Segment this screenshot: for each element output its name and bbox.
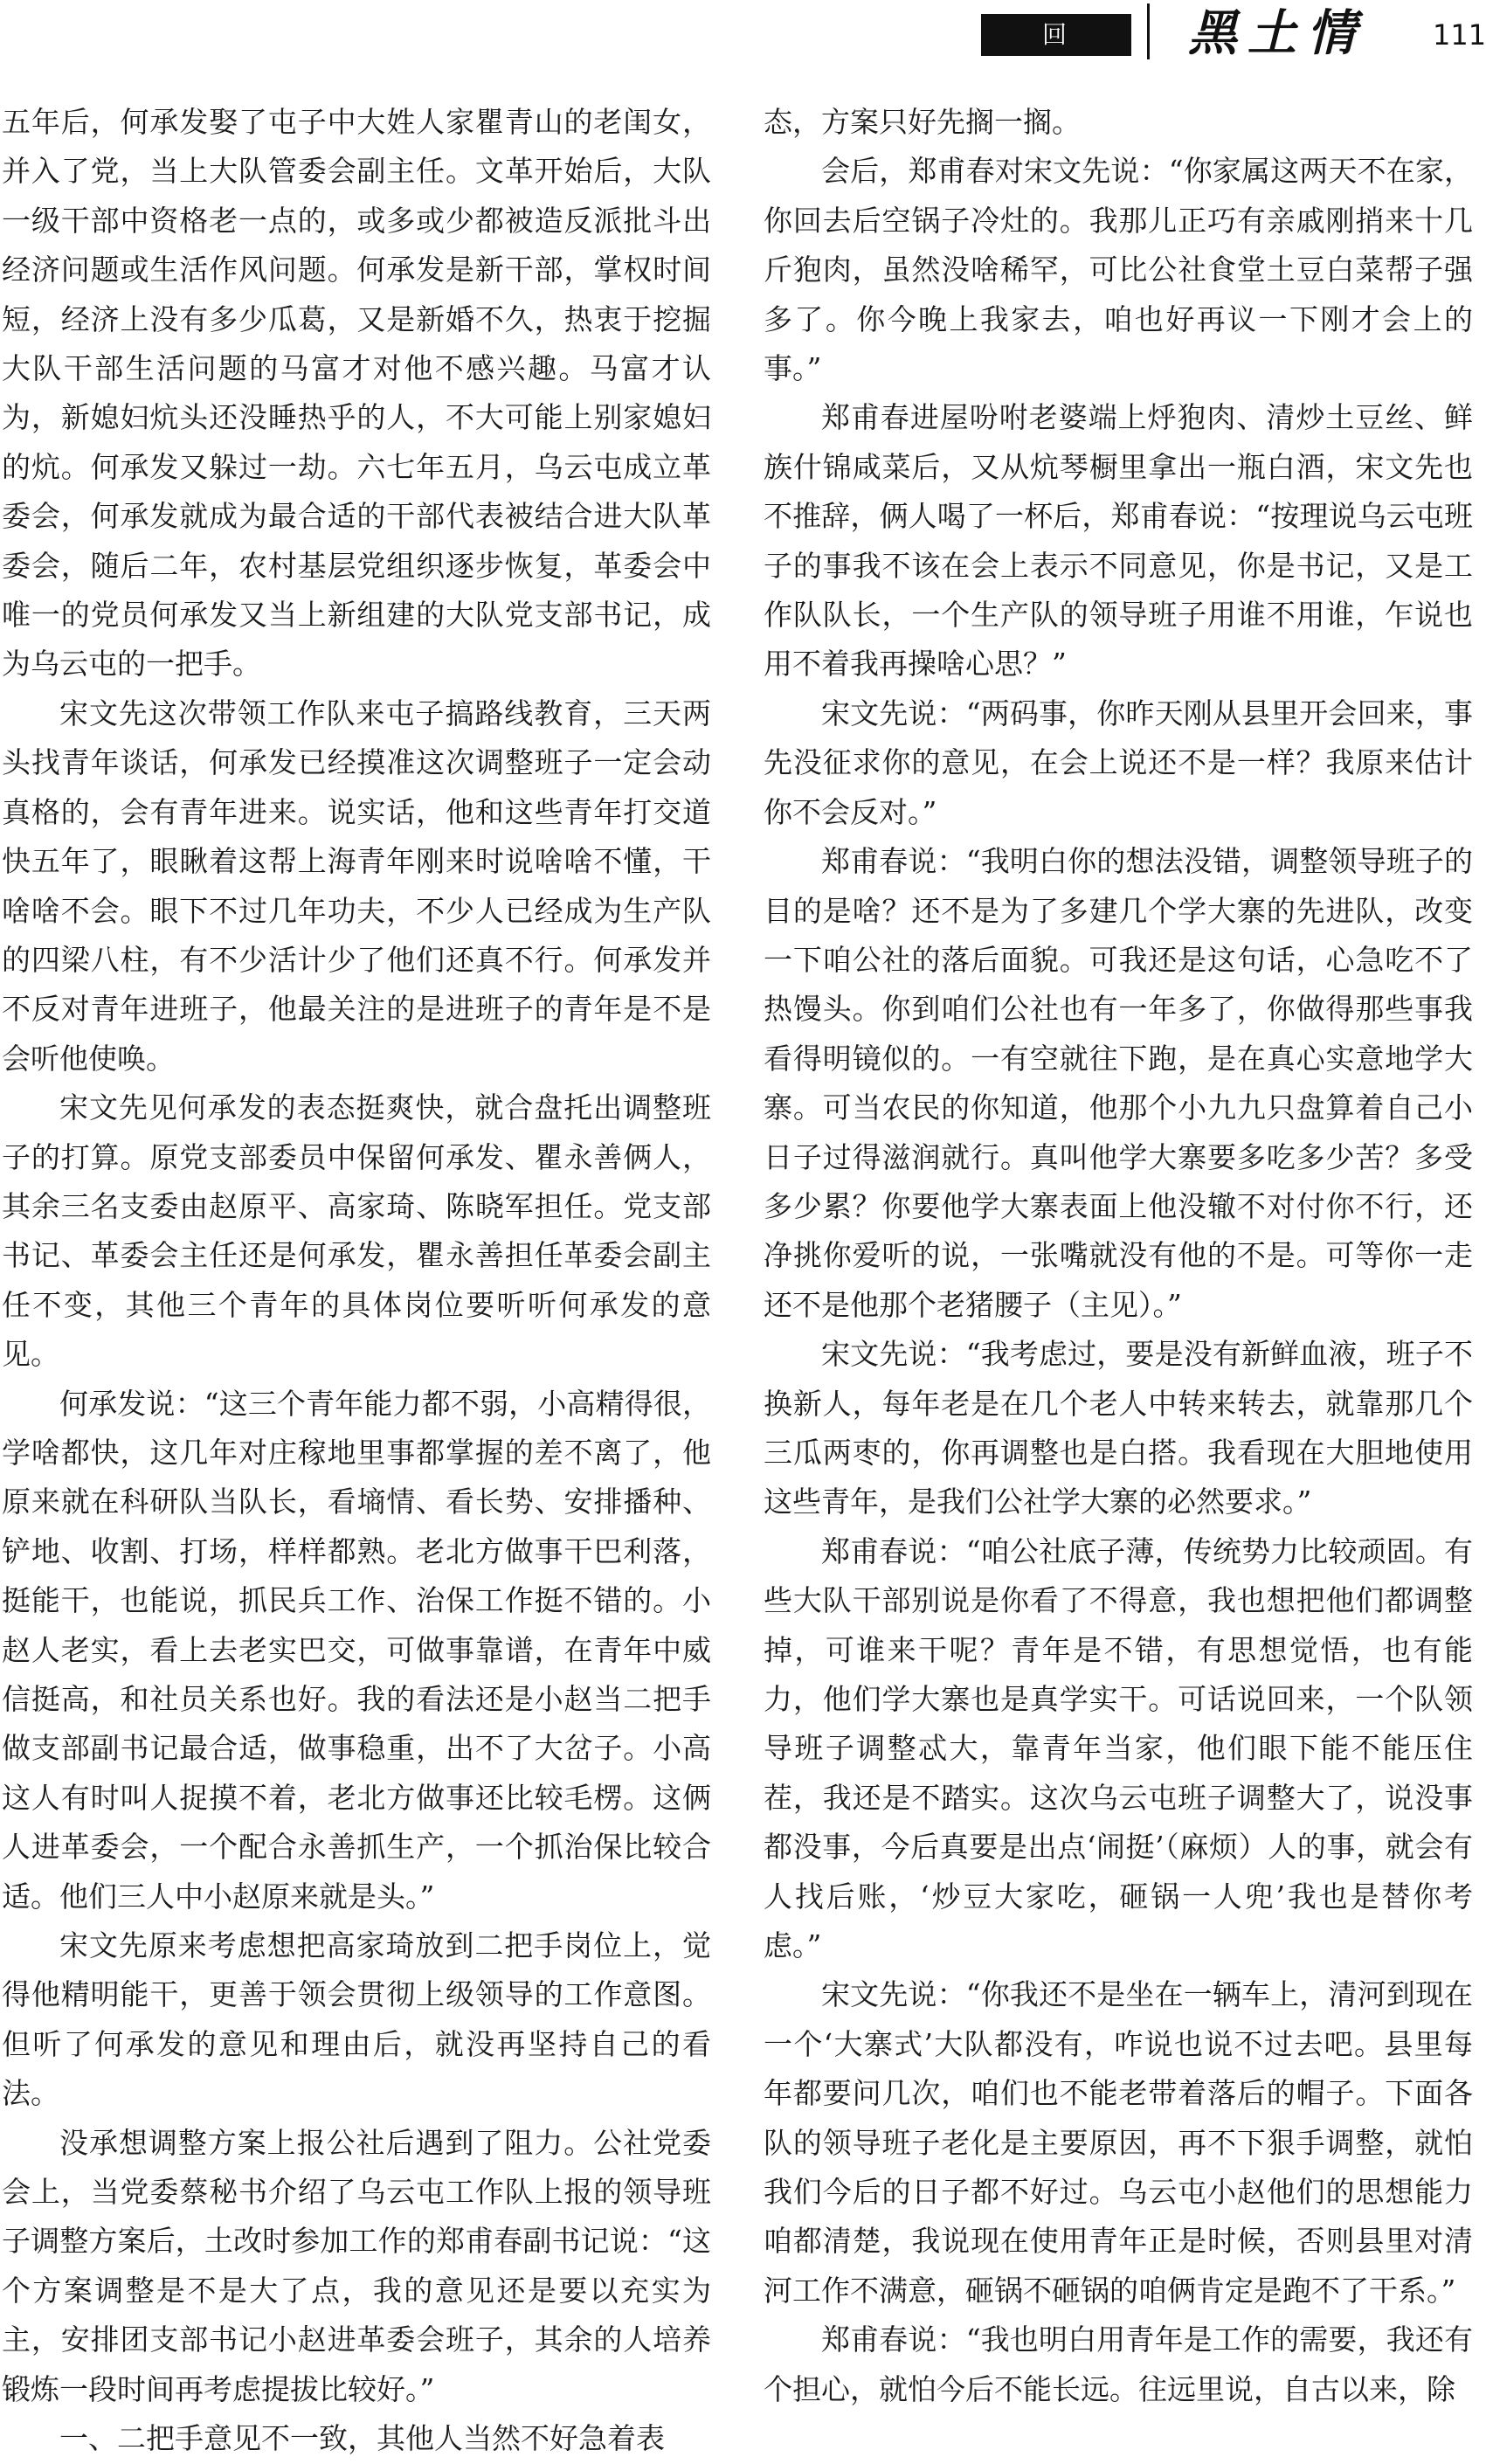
paragraph: 宋文先这次带领工作队来屯子搞路线教育，三天两头找青年谈话，何承发已经摸准这次调整班子一定会动真格的，会有青年进来。说实话，他和这些青年打交道快五年了，眼瞅着这帮上海青年刚来时说啥啥不懂，干啥啥不会。眼下不过几年功夫，不少人已经成为生产队的四梁八柱，有不少活计少了他们还真不行。何承发并不反对青年进班子，他最关注的是进班子的青年是不是会听他使唤。 [2, 696, 711, 1076]
paragraph: 宋文先说：“我考虑过，要是没有新鲜血液，班子不换新人，每年老是在几个老人中转来转去，就靠那几个三瓜两枣的，你再调整也是白搭。我看现在大胆地使用这些青年，是我们公社学大寨的必然要求。” [764, 1337, 1473, 1519]
paragraph: 没承想调整方案上报公社后遇到了阻力。公社党委会上，当党委蔡秘书介绍了乌云屯工作队上报的领导班子调整方案后，土改时参加工作的郑甫春副书记说：“这个方案调整是不是大了点，我的意见还是要以充实为主，安排团支部书记小赵进革委会班子，其余的人培养锻炼一段时间再考虑提拔比较好。” [2, 2125, 711, 2406]
paragraph: 会后，郑甫春对宋文先说：“你家属这两天不在家，你回去后空锅子冷灶的。我那儿正巧有亲戚刚捎来十几斤狍肉，虽然没啥稀罕，可比公社食堂土豆白菜帮子强多了。你今晚上我家去，咱也好再议一下刚才会上的事。” [764, 154, 1473, 386]
paragraph: 宋文先说：“你我还不是坐在一辆车上，清河到现在一个‘大寨式’大队都没有，咋说也说不过去吧。县里每年都要问几次，咱们也不能老带着落后的帽子。下面各队的领导班子老化是主要原因，再不下狠手调整，就怕我们今后的日子都不好过。乌云屯小赵他们的思想能力咱都清楚，我说现在使用青年正是时候，否则县里对清河工作不满意，砸锅不砸锅的咱俩肯定是跑不了干系。” [764, 1977, 1473, 2308]
paragraph: 郑甫春进屋吩咐老婆端上烀狍肉、清炒土豆丝、鲜族什锦咸菜后，又从炕琴橱里拿出一瓶白酒，宋文先也不推辞，俩人喝了一杯后，郑甫春说：“按理说乌云屯班子的事我不该在会上表示不同意见，你是书记，又是工作队队长，一个生产队的领导班子用谁不用谁，乍说也用不着我再操啥心思？” [764, 400, 1473, 682]
page-number: 111 [1433, 18, 1486, 52]
paragraph: 郑甫春说：“我也明白用青年是工作的需要，我还有个担心，就怕今后不能长远。往远里说，自古以来，除 [764, 2322, 1473, 2406]
paragraph: 郑甫春说：“咱公社底子薄，传统势力比较顽固。有些大队干部别说是你看了不得意，我也想把他们都调整掉，可谁来干呢？青年是不错，有思想觉悟，也有能力，他们学大寨也是真学实干。可话说回来，一个队领导班子调整忒大，靠青年当家，他们眼下能不能压住茬，我还是不踏实。这次乌云屯班子调整大了，说没事都没事，今后真要是出点‘闹挺’（麻烦）人的事，就会有人找后账，‘炒豆大家吃，砸锅一人兜’我也是替你考虑。” [764, 1533, 1473, 1963]
magazine-logo: 黑土情 [1188, 4, 1366, 62]
page-header [0, 0, 1486, 91]
left-column [2, 98, 711, 2456]
paragraph: 一、二把手意见不一致，其他人当然不好急着表 [59, 2421, 665, 2456]
paragraph: 宋文先见何承发的表态挺爽快，就合盘托出调整班子的打算。原党支部委员中保留何承发、瞿永善俩人，其余三名支委由赵原平、高家琦、陈晓军担任。党支部书记、革委会主任还是何承发，瞿永善担任革委会副主任不变，其他三个青年的具体岗位要听听何承发的意见。 [2, 1090, 711, 1372]
paragraph: 宋文先说：“两码事，你昨天刚从县里开会回来，事先没征求你的意见，在会上说还不是一样？我原来估计你不会反对。” [764, 696, 1473, 829]
paragraph: 郑甫春说：“我明白你的想法没错，调整领导班子的目的是啥？还不是为了多建几个学大寨的先进队，改变一下咱公社的落后面貌。可我还是这句话，心急吃不了热馒头。你到咱们公社也有一年多了，你做得那些事我看得明镜似的。一有空就往下跑，是在真心实意地学大寨。可当农民的你知道，他那个小九九只盘算着自己小日子过得滋润就行。真叫他学大寨要多吃多少苦？多受多少累？你要他学大寨表面上他没辙不对付你不行，还净挑你爱听的说，一张嘴就没有他的不是。可等你一走还不是他那个老猪腰子（主见）。” [764, 844, 1473, 1322]
section-tag: 回 家 [981, 14, 1131, 56]
paragraph: 五年后，何承发娶了屯子中大姓人家瞿青山的老闺女，并入了党，当上大队管委会副主任。文革开始后，大队一级干部中资格老一点的，或多或少都被造反派批斗出经济问题或生活作风问题。何承发是新干部，掌权时间短，经济上没有多少瓜葛，又是新婚不久，热衷于挖掘大队干部生活问题的马富才对他不感兴趣。马富才认为，新媳妇炕头还没睡热乎的人，不大可能上别家媳妇的炕。何承发又躲过一劫。六七年五月，乌云屯成立革委会，何承发就成为最合适的干部代表被结合进大队革委会，随后二年，农村基层党组织逐步恢复，革委会中唯一的党员何承发又当上新组建的大队党支部书记，成为乌云屯的一把手。 [2, 105, 711, 682]
paragraph: 何承发说：“这三个青年能力都不弱，小高精得很，学啥都快，这几年对庄稼地里事都掌握的差不离了，他原来就在科研队当队长，看墒情、看长势、安排播种、铲地、收割、打场，样样都熟。老北方做事干巴利落，挺能干，也能说，抓民兵工作、治保工作挺不错的。小赵人老实，看上去老实巴交，可做事靠谱，在青年中威信挺高，和社员关系也好。我的看法还是小赵当二把手做支部副书记最合适，做事稳重，出不了大岔子。小高这人有时叫人捉摸不着，老北方做事还比较毛楞。这俩人进革委会，一个配合永善抓生产，一个抓治保比较合适。他们三人中小赵原来就是头。” [2, 1386, 711, 1914]
header-divider [1147, 3, 1150, 59]
paragraph: 态，方案只好先搁一搁。 [764, 105, 1081, 139]
right-column [764, 98, 1473, 2406]
paragraph: 宋文先原来考虑想把高家琦放到二把手岗位上，觉得他精明能干，更善于领会贯彻上级领导的工作意图。但听了何承发的意见和理由后，就没再坚持自己的看法。 [2, 1928, 711, 2111]
